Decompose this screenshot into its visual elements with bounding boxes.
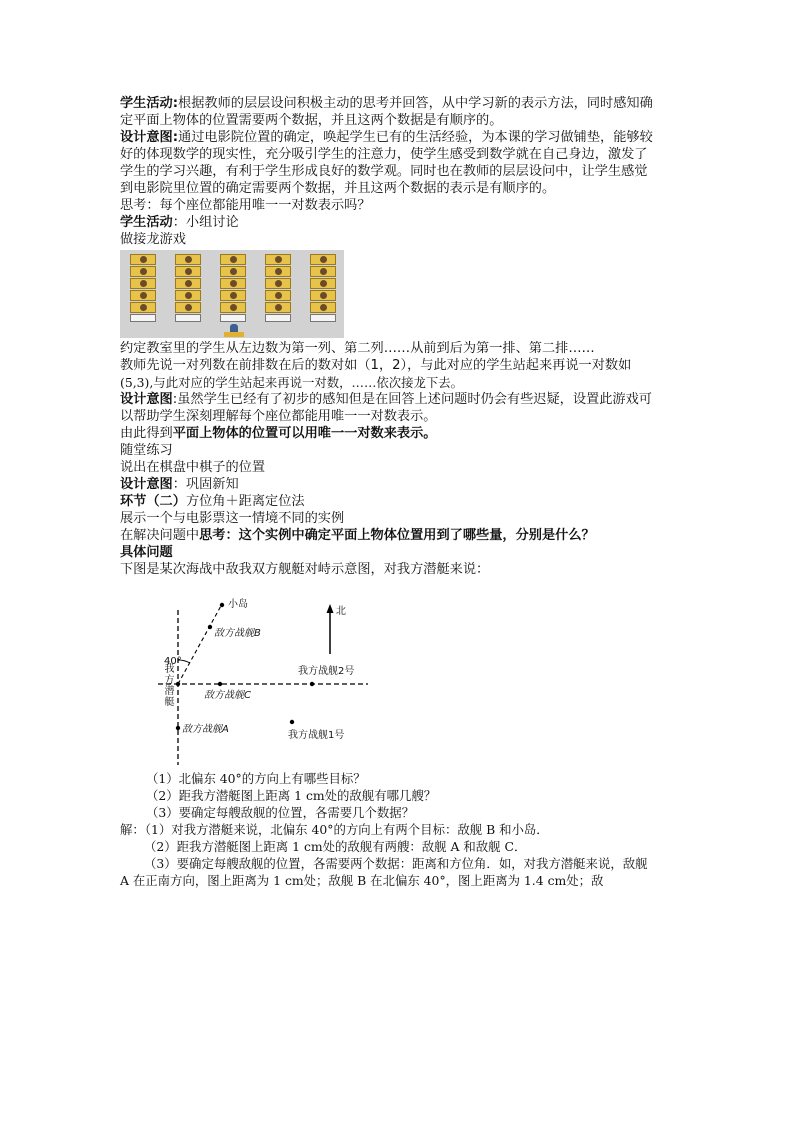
bearing-line	[178, 604, 222, 684]
enemy-a-point	[176, 726, 180, 730]
our-ship-2-point	[310, 682, 314, 686]
enemy-b-point	[208, 625, 212, 629]
paragraph-teacher-2: (5,3),与此对应的学生站起来再说一对数，……依次接龙下去。	[120, 375, 464, 390]
label-design-intent: 设计意图:	[120, 130, 179, 145]
paragraph-teacher-1: 教师先说一对列数在前排数在后的数对如（1，2），与此对应的学生站起来再说一对数如	[120, 358, 632, 373]
text-consolidate: ：巩固新知	[172, 477, 239, 492]
island-point	[220, 603, 224, 607]
classroom-seating-image	[120, 250, 344, 338]
text-design-intent-2: :虽然学生已经有了初步的感知但是在回答上述问题时仍会有些迟疑，设置此游戏可以帮助学生深刻理解每个座位都能用唯一一对数表示。	[120, 392, 652, 424]
seat-column	[310, 254, 336, 322]
text-conclusion-bold: 平面上物体的位置可以用唯一一对数来表示。	[172, 426, 437, 441]
label-our-ship-2: 我方战舰2号	[298, 666, 355, 677]
text-student-activity: 根据教师的层层设问积极主动的思考并回答，从中学习新的表示方法，同时感知确定平面上物体的位置需要两个数据，并且这两个数据是有顺序的。	[120, 96, 653, 128]
text-conclusion-pre: 由此得到	[120, 426, 173, 441]
question-2: （2）距我方潜艇图上距离 1 cm处的敌舰有哪几艘？	[146, 788, 437, 803]
label-enemy-b: 敌方战舰B	[214, 628, 261, 639]
answer-2: （2）距我方潜艇图上距离 1 cm处的敌舰有两艘：敌舰 A 和敌舰 C．	[144, 839, 527, 854]
paragraph-solve-think	[120, 527, 660, 544]
section-two-title: 环节（二）	[120, 494, 186, 509]
label-angle: 40°	[164, 656, 182, 667]
label-north: 北	[336, 606, 346, 617]
label-enemy-a: 敌方战舰A	[182, 724, 229, 735]
paragraph-convention: 约定教室里的学生从左边数为第一列、第二列……从前到后为第一排、第二排……	[120, 341, 595, 356]
our-ship-1-point	[290, 720, 294, 724]
seat-column	[265, 254, 291, 322]
label-design-intent-3: 设计意图	[120, 477, 173, 492]
paragraph-chess: 说出在棋盘中棋子的位置	[120, 460, 266, 475]
paragraph-concrete-problem: 具体问题	[120, 545, 173, 560]
teacher-desk	[224, 332, 244, 337]
text-solve-pre: 在解决问题中	[120, 528, 200, 543]
answer-1: 解：（1）对我方潜艇来说，北偏东 40°的方向上有两个目标：敌舰 B 和小岛．	[120, 822, 549, 837]
paragraph-conclusion	[120, 425, 660, 442]
paragraph-think: 思考：每个座位都能用唯一一对数表示吗？	[120, 198, 371, 213]
paragraph-practice: 随堂练习	[120, 443, 173, 458]
paragraph-section-two	[120, 493, 660, 510]
paragraph-design-intent-1	[120, 129, 660, 197]
submarine-point	[176, 682, 180, 686]
seat-column	[130, 254, 156, 322]
seat-column	[175, 254, 201, 322]
document-page	[120, 95, 660, 889]
paragraph-game: 做接龙游戏	[120, 232, 186, 247]
paragraph-design-intent-2	[120, 391, 660, 425]
paragraph-figure-intro: 下图是某次海战中敌我双方舰艇对峙示意图，对我方潜艇来说：	[120, 562, 490, 577]
text-design-intent: 通过电影院位置的确定，唤起学生已有的生活经验，为本课的学习做铺垫，能够较好的体现数学的现实性，充分吸引学生的注意力，使学生感受到数学就在自己身边，激发了学生的学习兴趣，有利于学生形成良好的数学观。同时也在教师的层层设问中，让学生感觉到电影院里位置的确定需要两个数据，并且这两个数据的表示是有顺序的。	[120, 130, 653, 196]
paragraph-student-activity-2	[120, 214, 660, 231]
answer-3: （3）要确定每艘敌舰的位置，各需要两个数据：距离和方位角．如，对我方潜艇来说，敌舰 A 在正南方向，图上距离为 1 cm处；敌舰 B 在北偏东 40°，图上距离为 1.4 cm处；敌	[120, 856, 648, 888]
label-our-ship-1: 我方战舰1号	[288, 730, 345, 741]
paragraph-show-example: 展示一个与电影票这一情境不同的实例	[120, 511, 345, 526]
label-student-activity: 学生活动:	[120, 96, 179, 111]
text-group-discussion: ：小组讨论	[172, 215, 239, 230]
paragraph-student-activity-1	[120, 95, 660, 129]
label-enemy-c: 敌方战舰C	[204, 690, 251, 701]
question-1: （1）北偏东 40°的方向上有哪些目标？	[146, 771, 366, 786]
label-our-submarine: 我方潜艇	[164, 664, 175, 708]
paragraph-design-intent-3	[120, 476, 660, 493]
section-two-text: 方位角＋距离定位法	[185, 494, 305, 509]
text-solve-bold: 思考：这个实例中确定平面上物体位置用到了哪些量，分别是什么？	[199, 528, 595, 543]
label-student-activity-2: 学生活动	[120, 215, 173, 230]
naval-battle-diagram	[120, 580, 370, 770]
label-design-intent-2: 设计意图	[120, 392, 173, 407]
enemy-c-point	[218, 682, 222, 686]
seat-column	[220, 254, 246, 322]
label-island: 小岛	[228, 599, 248, 610]
north-arrow-head	[327, 604, 334, 613]
question-3: （3）要确定每艘敌舰的位置，各需要几个数据？	[146, 805, 415, 820]
